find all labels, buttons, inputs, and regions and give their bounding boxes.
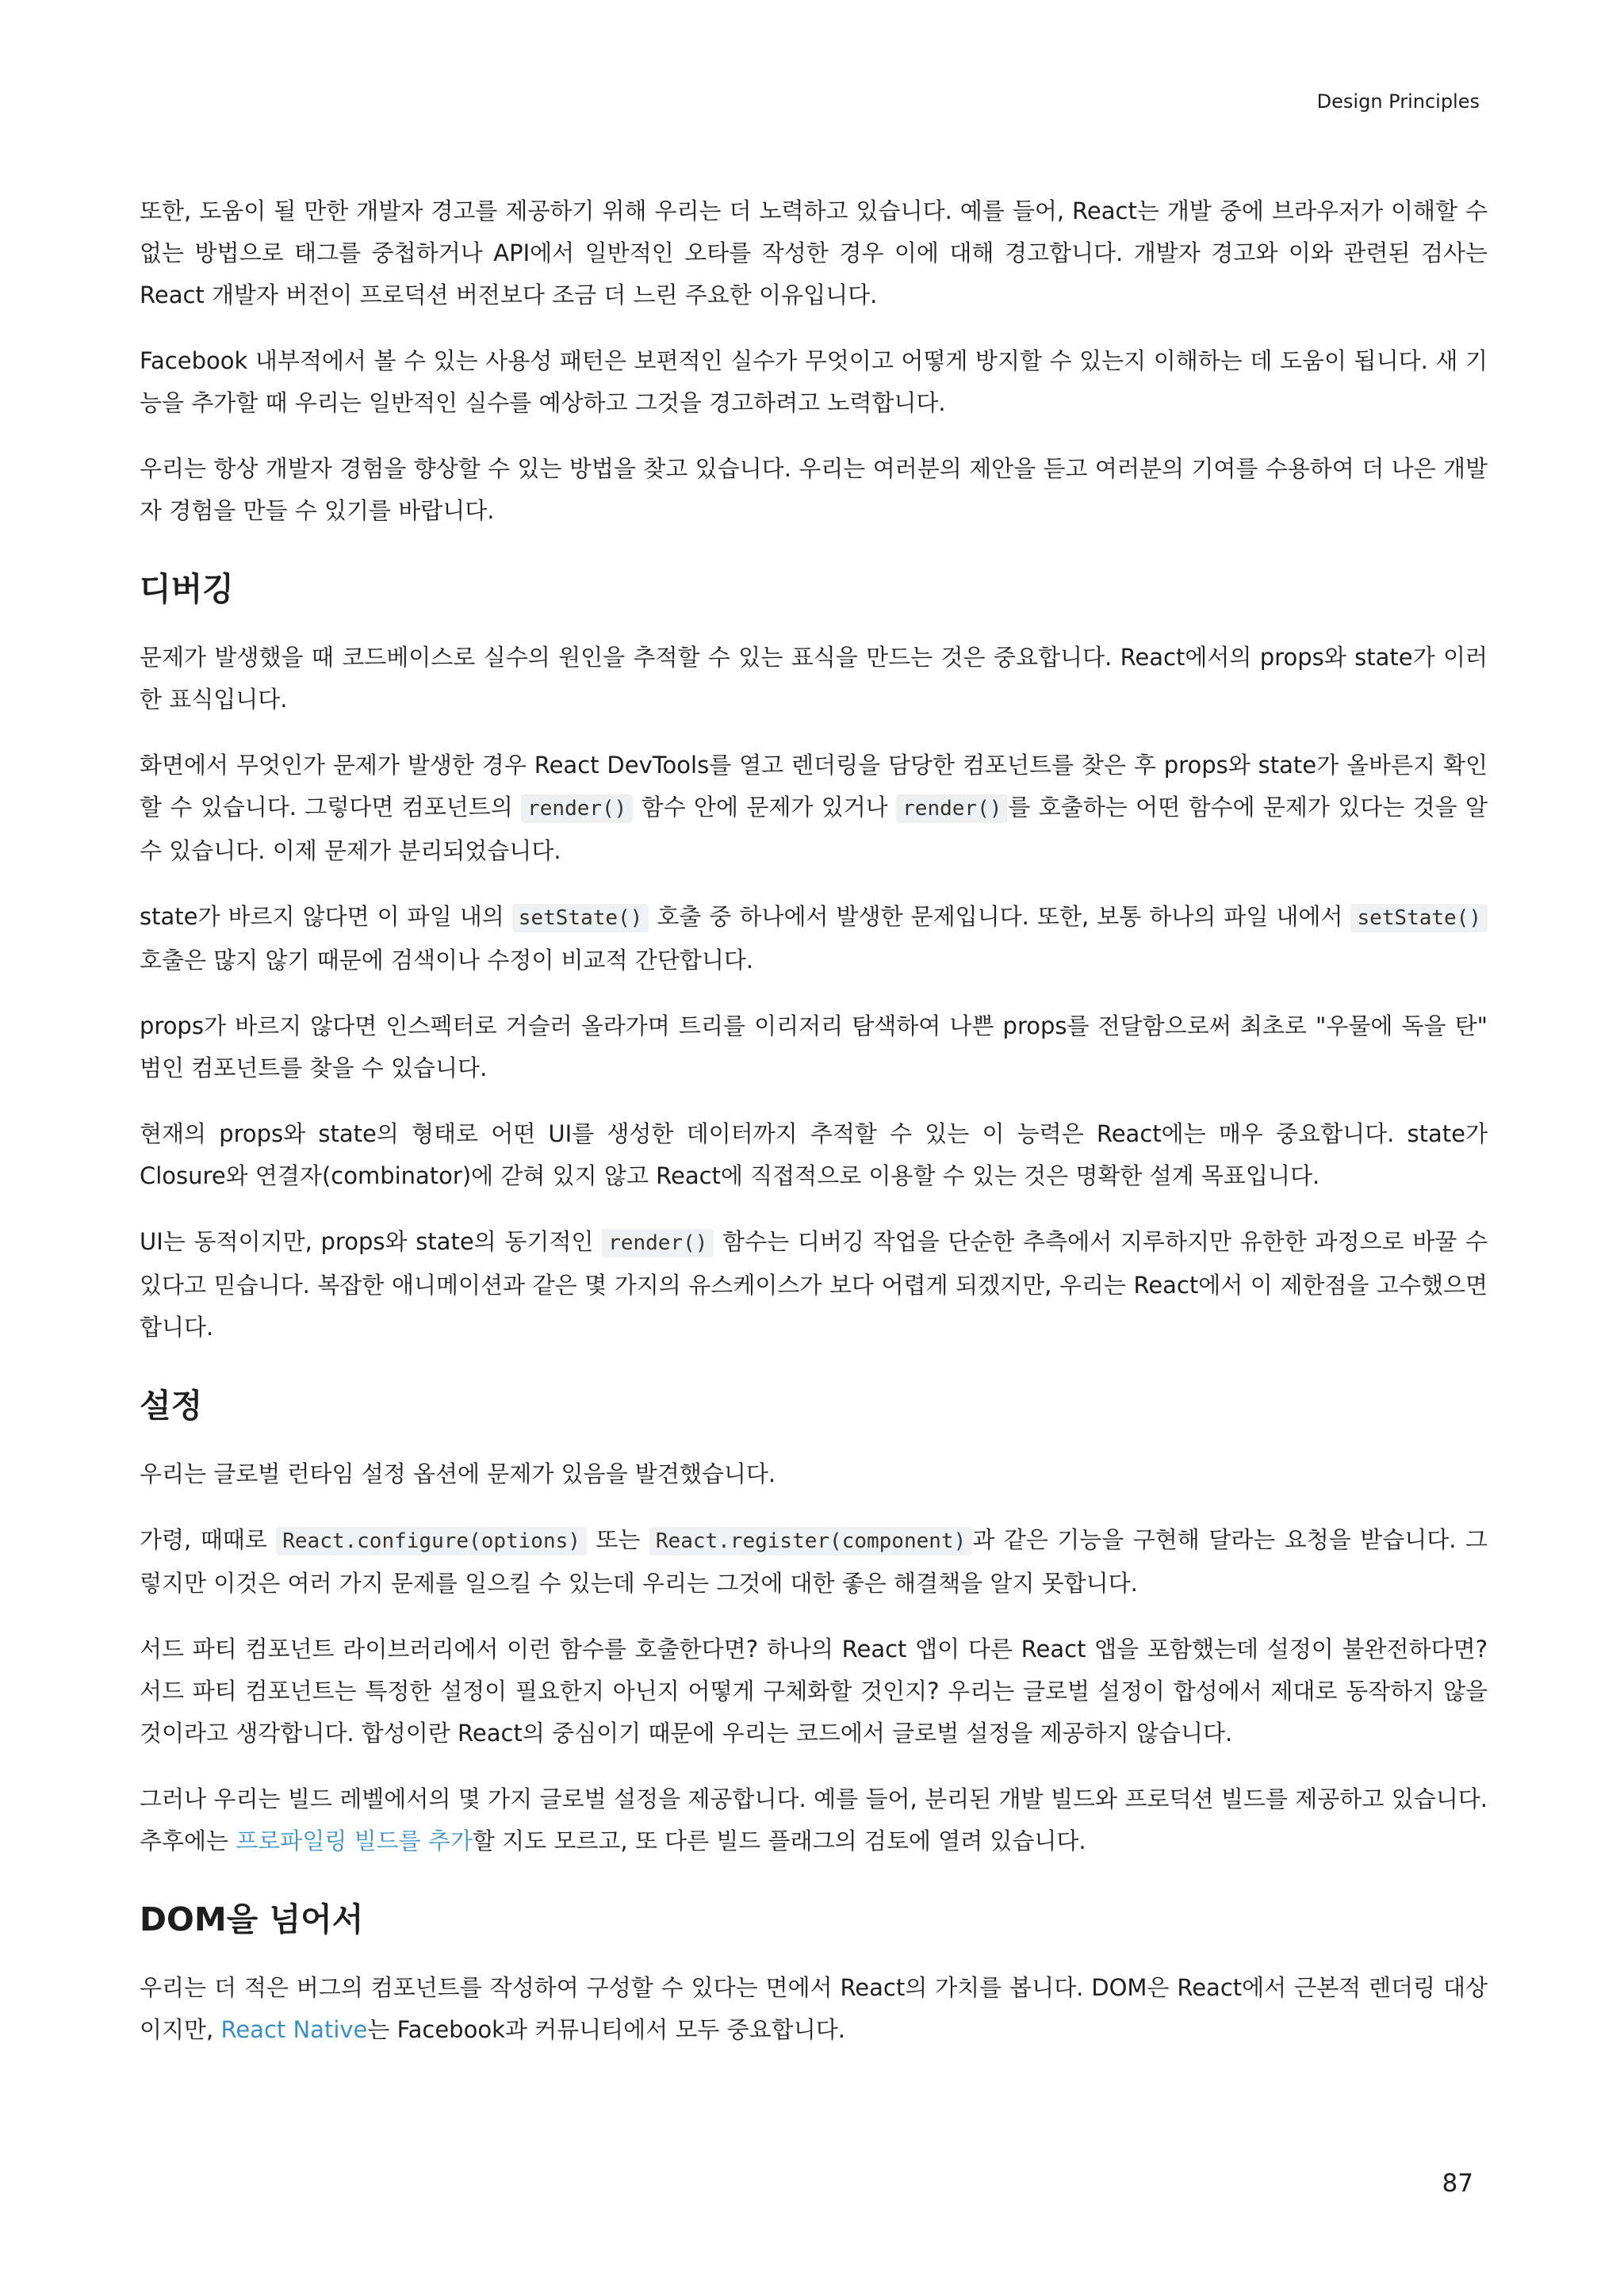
- profiling-build-link[interactable]: 프로파일링 빌드를 추가: [236, 1827, 473, 1854]
- debugging-paragraph-6: UI는 동적이지만, props와 state의 동기적인 render() 함수는 디버깅 작업을 단순한 추측에서 지루하지만 유한한 과정으로 바꿀 수 있다고 믿습니다. 복잡한 애니메이션과 같은 몇 가지의 유스케이스가 보다 어렵게 되겠지만, 우리는 React에서 이 제한점을 고수했으면 합니다.: [140, 1228, 1488, 1341]
- intro-paragraph-3: 우리는 항상 개발자 경험을 향상할 수 있는 방법을 찾고 있습니다. 우리는 여러분의 제안을 듣고 여러분의 기여를 수용하여 더 나은 개발자 경험을 만들 수 있기를 바랍니다.: [140, 455, 1488, 524]
- inline-code: render(): [521, 794, 633, 823]
- config-paragraph-2: 가령, 때때로 React.configure(options) 또는 React.register(component) 과 같은 기능을 구현해 달라는 요청을 받습니다. 그렇지만 이것은 여러 가지 문제를 일으킬 수 있는데 우리는 그것에 대한 좋은 해결책을 알지 못합니다.: [140, 1526, 1488, 1597]
- inline-code: React.register(component): [649, 1527, 972, 1556]
- config-paragraph-3: 서드 파티 컴포넌트 라이브러리에서 이런 함수를 호출한다면? 하나의 React 앱이 다른 React 앱을 포함했는데 설정이 불완전하다면? 서드 파티 컴포넌트는 특정한 설정이 필요한지 아닌지 어떻게 구체화할 것인지? 우리는 글로벌 설정이 합성에서 제대로 동작하지 않을 것이라고 생각합니다. 합성이란 React의 중심이기 때문에 우리는 코드에서 글로벌 설정을 제공하지 않습니다.: [140, 1636, 1488, 1747]
- inline-code: render(): [896, 794, 1008, 823]
- section-heading-debugging: 디버깅: [140, 570, 234, 608]
- debugging-paragraph-3: state가 바르지 않다면 이 파일 내의 setState() 호출 중 하나에서 발생한 문제입니다. 또한, 보통 하나의 파일 내에서 setState() 호출은 많지 않기 때문에 검색이나 수정이 비교적 간단합니다.: [140, 896, 1488, 982]
- debugging-paragraph-1: 문제가 발생했을 때 코드베이스로 실수의 원인을 추적할 수 있는 표식을 만드는 것은 중요합니다. React에서의 props와 state가 이러한 표식입니다.: [140, 644, 1488, 713]
- config-paragraph-1: 우리는 글로벌 런타임 설정 옵션에 문제가 있음을 발견했습니다.: [140, 1460, 776, 1487]
- inline-code: setState(): [1350, 904, 1488, 932]
- debugging-paragraph-2: 화면에서 무엇인가 문제가 발생한 경우 React DevTools를 열고 렌더링을 담당한 컴포넌트를 찾은 후 props와 state가 올바른지 확인할 수 있습니다. 그렇다면 컴포넌트의 render() 함수 안에 문제가 있거나 render() 를 호출하는 어떤 함수에 문제가 있다는 것을 알 수 있습니다. 이제 문제가 분리되었습니다.: [140, 752, 1488, 864]
- running-header: Design Principles: [1316, 90, 1480, 113]
- section-heading-config: 설정: [140, 1387, 203, 1425]
- section-heading-beyond-dom: DOM을 넘어서: [140, 1900, 364, 1938]
- debugging-paragraph-4: props가 바르지 않다면 인스펙터로 거슬러 올라가며 트리를 이리저리 탐색하여 나쁜 props를 전달함으로써 최초로 "우물에 독을 탄" 범인 컴포넌트를 찾을 수 있습니다.: [140, 1012, 1488, 1081]
- debugging-paragraph-5: 현재의 props와 state의 형태로 어떤 UI를 생성한 데이터까지 추적할 수 있는 이 능력은 React에는 매우 중요합니다. state가 Closure와 연결자(combinator)에 갇혀 있지 않고 React에 직접적으로 이용할 수 있는 것은 명확한 설계 목표입니다.: [140, 1120, 1488, 1189]
- config-paragraph-4: 그러나 우리는 빌드 레벨에서의 몇 가지 글로벌 설정을 제공합니다. 예를 들어, 분리된 개발 빌드와 프로덕션 빌드를 제공하고 있습니다. 추후에는 프로파일링 빌드를 추가할 지도 모르고, 또 다른 빌드 플래그의 검토에 열려 있습니다.: [140, 1785, 1488, 1854]
- page-number: 87: [1442, 2169, 1473, 2198]
- react-native-link[interactable]: React Native: [220, 2016, 368, 2043]
- page-content: [140, 190, 1488, 2075]
- inline-code: render(): [602, 1229, 714, 1257]
- intro-paragraph-1: 또한, 도움이 될 만한 개발자 경고를 제공하기 위해 우리는 더 노력하고 있습니다. 예를 들어, React는 개발 중에 브라우저가 이해할 수 없는 방법으로 태그를 중첩하거나 API에서 일반적인 오타를 작성한 경우 이에 대해 경고합니다. 개발자 경고와 이와 관련된 검사는 React 개발자 버전이 프로덕션 버전보다 조금 더 느린 주요한 이유입니다.: [140, 197, 1488, 308]
- inline-code: setState(): [512, 904, 649, 932]
- inline-code: React.configure(options): [276, 1527, 587, 1556]
- beyond-dom-paragraph-1: 우리는 더 적은 버그의 컴포넌트를 작성하여 구성할 수 있다는 면에서 React의 가치를 봅니다. DOM은 React에서 근본적 렌더링 대상이지만, React Native는 Facebook과 커뮤니티에서 모두 중요합니다.: [140, 1974, 1488, 2043]
- intro-paragraph-2: Facebook 내부적에서 볼 수 있는 사용성 패턴은 보편적인 실수가 무엇이고 어떻게 방지할 수 있는지 이해하는 데 도움이 됩니다. 새 기능을 추가할 때 우리는 일반적인 실수를 예상하고 그것을 경고하려고 노력합니다.: [140, 347, 1488, 416]
